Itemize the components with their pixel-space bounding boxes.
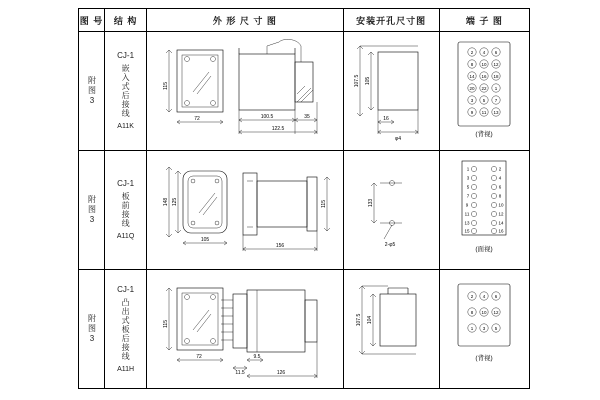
svg-text:156: 156 (275, 243, 285, 249)
outline-drawing-2 (147, 151, 341, 267)
terminal-diagram-3 (440, 270, 528, 386)
header-outline: 外 形 尺 寸 图 (147, 9, 343, 32)
svg-text:9: 9 (470, 109, 474, 115)
svg-text:126: 126 (276, 370, 286, 376)
svg-text:1: 1 (466, 166, 470, 172)
terminal-diagram-2 (440, 151, 528, 267)
struct-code: A11Q (116, 233, 135, 240)
svg-text:14: 14 (469, 73, 475, 79)
mounting-drawing-cell (343, 32, 439, 151)
header-structure: 结 构 (105, 9, 147, 32)
struct-model: CJ-1 (117, 51, 135, 60)
header-mounting: 安装开孔尺寸图 (343, 9, 439, 32)
svg-text:35: 35 (304, 114, 310, 120)
table-row (79, 151, 530, 270)
svg-text:2: 2 (498, 166, 502, 172)
structure-cell (105, 270, 147, 389)
terminal-diagram-cell (439, 270, 529, 389)
spec-table (78, 8, 530, 389)
mounting-drawing-cell (343, 270, 439, 389)
svg-text:12: 12 (498, 211, 504, 217)
svg-text:7: 7 (466, 193, 470, 199)
struct-model: CJ-1 (117, 179, 135, 188)
terminal-caption-2: (面视) (475, 246, 493, 253)
table-row (79, 270, 530, 389)
fig-no-cell (79, 270, 105, 389)
svg-text:12: 12 (493, 61, 499, 67)
svg-text:1: 1 (494, 85, 498, 91)
svg-text:4: 4 (482, 293, 486, 299)
fig-no-cell (79, 151, 105, 270)
svg-text:8: 8 (470, 309, 474, 315)
svg-text:16: 16 (382, 116, 389, 122)
svg-text:133: 133 (367, 198, 374, 208)
svg-text:107.5: 107.5 (355, 313, 362, 327)
struct-text: 板前接线 (121, 192, 131, 228)
svg-text:2: 2 (470, 49, 474, 55)
struct-text: 凸出式板后接线 (121, 297, 131, 361)
fig-no-label: 附图3 (87, 313, 97, 345)
svg-text:6: 6 (498, 184, 502, 190)
svg-text:φ4: φ4 (394, 136, 401, 142)
svg-text:6: 6 (494, 293, 498, 299)
svg-text:9.5: 9.5 (253, 354, 261, 360)
svg-text:115: 115 (163, 320, 170, 328)
outline-drawing-cell (147, 270, 343, 389)
struct-code: A11K (117, 123, 134, 130)
svg-text:2: 2 (470, 293, 474, 299)
struct-model: CJ-1 (117, 284, 135, 294)
mounting-drawing-cell (343, 151, 439, 270)
svg-text:13: 13 (493, 109, 499, 115)
svg-text:105: 105 (364, 76, 371, 86)
terminal-caption-3: (背视) (475, 355, 493, 362)
svg-text:100.5: 100.5 (260, 114, 274, 120)
fig-no-cell (79, 32, 105, 151)
terminal-diagram-cell (439, 32, 529, 151)
outline-drawing-3 (147, 270, 341, 386)
svg-text:7: 7 (494, 97, 498, 103)
header-terminal: 端 子 图 (439, 9, 529, 32)
svg-text:16: 16 (498, 228, 504, 234)
svg-text:16: 16 (481, 73, 487, 79)
svg-text:10: 10 (498, 202, 504, 208)
outline-drawing-cell (147, 151, 343, 270)
svg-text:20: 20 (469, 85, 475, 91)
outline-drawing-1 (147, 32, 341, 148)
fig-no-label: 附图3 (87, 194, 97, 226)
mounting-drawing-3 (344, 270, 438, 386)
svg-text:8: 8 (498, 193, 502, 199)
svg-text:13: 13 (464, 220, 470, 226)
terminal-caption-1: (背视) (475, 131, 493, 138)
svg-text:14: 14 (498, 220, 504, 226)
svg-text:107.5: 107.5 (353, 74, 360, 88)
svg-text:11.5: 11.5 (235, 370, 245, 376)
svg-text:115: 115 (321, 200, 328, 208)
table-row (79, 32, 530, 151)
fig-no-label: 附图3 (87, 75, 97, 107)
svg-text:148: 148 (163, 197, 170, 207)
svg-text:125: 125 (172, 197, 179, 207)
svg-text:11: 11 (464, 211, 470, 217)
svg-text:10: 10 (481, 61, 487, 67)
svg-text:72: 72 (194, 116, 200, 122)
svg-text:5: 5 (494, 325, 498, 331)
svg-text:5: 5 (482, 97, 486, 103)
svg-text:6: 6 (494, 49, 498, 55)
svg-text:1: 1 (470, 325, 474, 331)
svg-text:8: 8 (470, 61, 474, 67)
svg-text:4: 4 (498, 175, 502, 181)
svg-text:11: 11 (481, 109, 487, 115)
structure-cell (105, 32, 147, 151)
svg-text:3: 3 (466, 175, 470, 181)
structure-cell (105, 151, 147, 270)
svg-text:9: 9 (465, 202, 469, 208)
struct-code: A11H (117, 365, 135, 373)
terminal-diagram-cell (439, 151, 529, 270)
svg-text:115: 115 (163, 82, 170, 90)
svg-text:5: 5 (466, 184, 470, 190)
outline-drawing-cell (147, 32, 343, 151)
svg-text:105: 105 (200, 237, 210, 243)
struct-text: 嵌入式后接线 (121, 64, 131, 118)
table-header-row (79, 9, 530, 32)
svg-text:3: 3 (470, 97, 474, 103)
svg-text:104: 104 (366, 315, 373, 325)
svg-text:10: 10 (481, 309, 487, 315)
terminal-diagram-1 (440, 32, 528, 148)
svg-text:4: 4 (482, 49, 486, 55)
svg-text:2-φ5: 2-φ5 (384, 242, 395, 248)
mounting-drawing-2 (344, 151, 438, 267)
header-fig-no: 图 号 (79, 9, 105, 32)
svg-text:15: 15 (464, 228, 470, 234)
svg-text:122.5: 122.5 (271, 126, 285, 132)
svg-text:22: 22 (481, 85, 487, 91)
svg-text:12: 12 (493, 309, 499, 315)
mounting-drawing-1 (344, 32, 438, 148)
svg-text:72: 72 (196, 354, 202, 360)
svg-text:18: 18 (493, 73, 499, 79)
svg-text:3: 3 (482, 325, 486, 331)
